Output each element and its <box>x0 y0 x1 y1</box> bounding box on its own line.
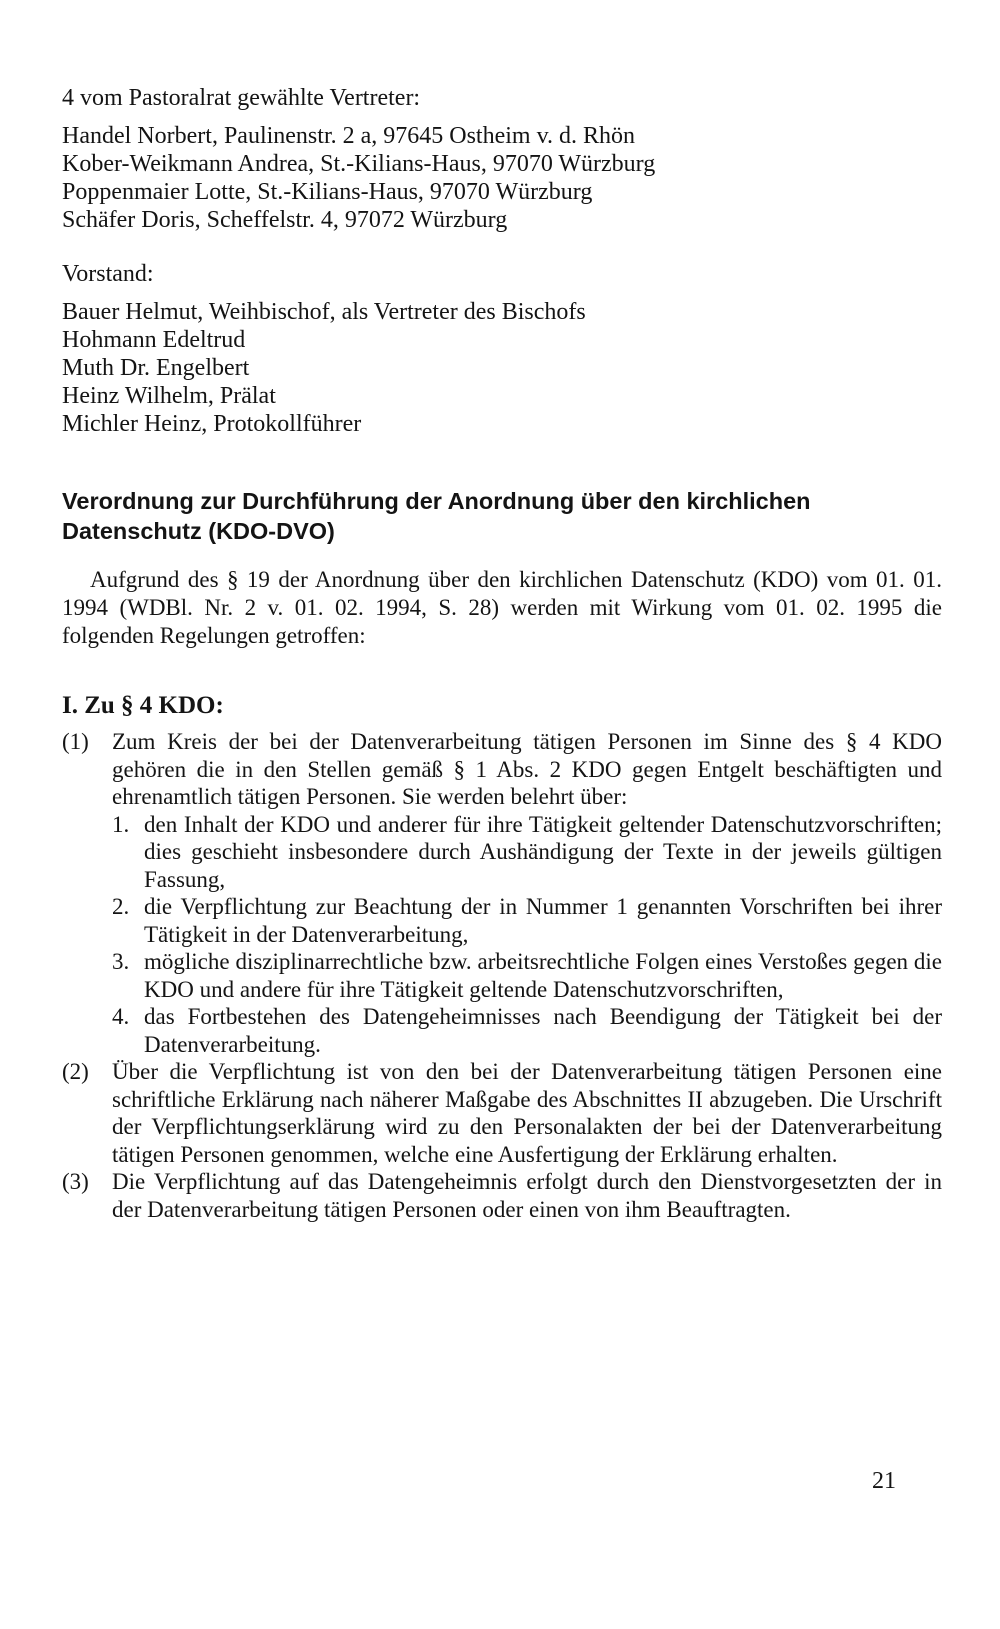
list-item <box>112 1003 942 1058</box>
representative-entry: Poppenmaier Lotte, St.-Kilians-Haus, 97070 Würzburg <box>62 179 593 205</box>
representative-entry: Schäfer Doris, Scheffelstr. 4, 97072 Würzburg <box>62 207 508 233</box>
board-member: Heinz Wilhelm, Prälat <box>62 383 276 409</box>
representative-entry: Kober-Weikmann Andrea, St.-Kilians-Haus, 97070 Würzburg <box>62 151 656 177</box>
list-item-number: 1. <box>112 811 130 837</box>
list-item-text: den Inhalt der KDO und anderer für ihre Tätigkeit geltender Datenschutzvorschriften; dies geschieht insbesondere durch Aushändigung der Texte in der jeweils gültigen Fassung, <box>144 811 942 892</box>
board-member: Michler Heinz, Protokollführer <box>62 411 362 437</box>
list-item-text: das Fortbestehen des Datengeheimnisses nach Beendigung der Tätigkeit bei der Datenverarbeitung. <box>144 1004 942 1057</box>
board-member: Muth Dr. Engelbert <box>62 355 250 381</box>
representative-entry: Handel Norbert, Paulinenstr. 2 a, 97645 Ostheim v. d. Rhön <box>62 123 636 149</box>
list-item-number: 2. <box>112 894 130 919</box>
paragraph-1 <box>62 728 942 1058</box>
paragraph-text: Die Verpflichtung auf das Datengeheimnis erfolgt durch den Dienstvorgesetzten der in der Datenverarbeitung tätigen Personen oder einen von ihm Beauftragten. <box>112 1169 942 1222</box>
regulation-intro: Aufgrund des § 19 der Anordnung über den kirchlichen Datenschutz (KDO) vom 01. 01. 1994 (WDBl. Nr. 2 v. 01. 02. 1994, S. 28) werden mit Wirkung vom 01. 02. 1995 die folgenden Regelungen getroffen: <box>62 567 942 648</box>
list-item-text: die Verpflichtung zur Beachtung der in Nummer 1 genannten Vorschriften bei ihrer Tätigkeit in der Datenverarbeitung, <box>144 894 942 947</box>
representatives-list <box>62 122 942 234</box>
list-item <box>112 811 942 894</box>
list-item-number: 4. <box>112 1004 130 1029</box>
paragraph-number: (3) <box>62 1169 89 1194</box>
paragraph-number: (2) <box>62 1059 89 1084</box>
paragraph-2 <box>62 1058 942 1168</box>
regulation-title <box>62 486 942 546</box>
representatives-heading: 4 vom Pastoralrat gewählte Vertreter: <box>62 85 421 111</box>
list-item-text: mögliche disziplinarrechtliche bzw. arbeitsrechtliche Folgen eines Verstoßes gegen die KDO und andere für ihre Tätigkeit geltende Datenschutzvorschriften, <box>144 949 942 1002</box>
board-list <box>62 298 942 438</box>
section-title: I. Zu § 4 KDO: <box>62 692 224 719</box>
paragraph-text: Über die Verpflichtung ist von den bei der Datenverarbeitung tätigen Personen eine schriftliche Erklärung nach näherer Maßgabe des Abschnittes II abzugeben. Die Urschrift der Verpflichtungserklärung wird zu den Personalakten der bei der Datenverarbeitung tätigen Personen genommen, welche eine Ausfertigung der Erklärung erhalten. <box>112 1059 942 1167</box>
regulation-title-line: Verordnung zur Durchführung der Anordnung über den kirchlichen <box>62 488 811 514</box>
board-member: Hohmann Edeltrud <box>62 327 246 353</box>
board-member: Bauer Helmut, Weihbischof, als Vertreter des Bischofs <box>62 299 586 325</box>
enumerated-list <box>112 811 942 1059</box>
paragraph-3 <box>62 1168 942 1223</box>
paragraph-number: (1) <box>62 729 89 754</box>
page-number: 21 <box>872 1468 896 1494</box>
list-item <box>112 948 942 1003</box>
list-item <box>112 893 942 948</box>
regulation-title-line: Datenschutz (KDO-DVO) <box>62 518 335 544</box>
board-heading: Vorstand: <box>62 261 154 287</box>
paragraph-text: Zum Kreis der bei der Datenverarbeitung tätigen Personen im Sinne des § 4 KDO gehören die in den Stellen gemäß § 1 Abs. 2 KDO gegen Entgelt beschäftigten und ehrenamtlich tätigen Personen. Sie werden belehrt über: <box>112 729 942 809</box>
list-item-number: 3. <box>112 949 130 974</box>
document-page <box>62 84 942 1223</box>
